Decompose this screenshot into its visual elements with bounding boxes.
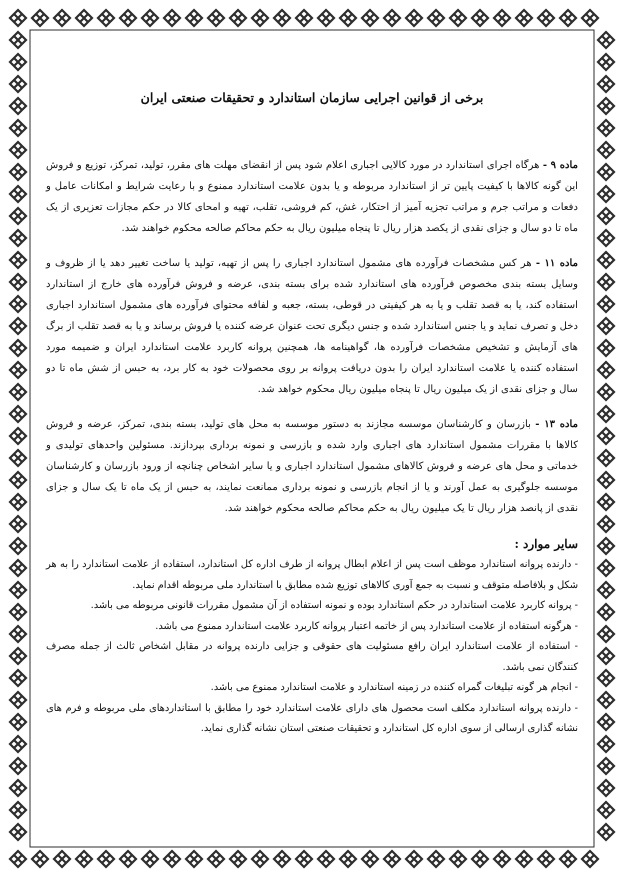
border-knot-right xyxy=(598,824,614,840)
border-knot-top xyxy=(186,10,202,26)
border-knot-bottom xyxy=(120,851,136,867)
border-knot-left xyxy=(10,758,26,774)
article-heading: ماده ۱۳ - xyxy=(535,419,578,430)
list-item: - دارنده پروانه استاندارد موظف است پس از اعلام ابطال پروانه از طرف اداره کل استاندارد، استفاده از علامت استاندارد را به هر شکل و بلافاصله متوقف و نسبت به جمع آوری کالاهای توزیع شده مطابق با استاندارد ملی مربوطه اقدام نماید. xyxy=(46,559,578,591)
border-knot-bottom xyxy=(274,851,290,867)
border-knot-left xyxy=(10,406,26,422)
article-9 xyxy=(46,155,578,239)
border-knot-bottom xyxy=(296,851,312,867)
border-knot-left xyxy=(10,274,26,290)
border-knot-top xyxy=(120,10,136,26)
border-knot-right xyxy=(598,186,614,202)
border-knot-right xyxy=(598,538,614,554)
border-knot-right xyxy=(598,428,614,444)
border-knot-top xyxy=(318,10,334,26)
border-knot-bottom xyxy=(560,851,576,867)
border-knot-left xyxy=(10,472,26,488)
border-knot-left xyxy=(10,736,26,752)
border-knot-left xyxy=(10,626,26,642)
border-knot-left xyxy=(10,318,26,334)
border-knot-right xyxy=(598,758,614,774)
border-knot-right xyxy=(598,142,614,158)
border-knot-right xyxy=(598,230,614,246)
border-knot-left xyxy=(10,186,26,202)
border-knot-bottom xyxy=(450,851,466,867)
border-knot-bottom xyxy=(230,851,246,867)
border-knot-right xyxy=(598,274,614,290)
border-knot-right xyxy=(598,164,614,180)
border-knot-bottom xyxy=(340,851,356,867)
border-knot-left xyxy=(10,362,26,378)
border-knot-left xyxy=(10,582,26,598)
border-knot-top xyxy=(274,10,290,26)
border-knot-top xyxy=(76,10,92,26)
article-text: بازرسان و کارشناسان موسسه مجازند به دستور موسسه به محل های تولید، بسته بندی، تمرکز، عرضه و فروش کالاها با مقررات مشمول استاندارد های اجباری وارد شده و بازرسی و نمونه برداری بپردازند. مسئولین واحدهای تولیدی و خدماتی و محل های عرضه و فروش کالاهای مشمول استاندارد اجباری و یا سایر اشخاص چنانچه از ورود بازرسان و کارشناسان موسسه جلوگیری به عمل آورند و یا از انجام بازرسی و نمونه برداری ممانعت نمایند، به حبس از یک ماه تا یک سال و جزای نقدی از پانصد هزار ریال تا یک میلیون ریال به حکم محاکم صالحه محکوم خواهند شد. xyxy=(46,419,578,514)
border-knot-bottom xyxy=(494,851,510,867)
border-knot-left xyxy=(10,164,26,180)
list-item: - انجام هر گونه تبلیغات گمراه کننده در زمینه استاندارد و علامت استاندارد ممنوع می باشد. xyxy=(210,682,578,693)
border-knot-bottom xyxy=(406,851,422,867)
border-knot-right xyxy=(598,648,614,664)
border-knot-top xyxy=(406,10,422,26)
border-knot-right xyxy=(598,626,614,642)
document-title: برخی از قوانین اجرایی سازمان استاندارد و تحقیقات صنعتی ایران xyxy=(140,90,484,105)
border-knot-left xyxy=(10,230,26,246)
border-knot-top xyxy=(340,10,356,26)
border-knot-left xyxy=(10,296,26,312)
border-knot-left xyxy=(10,714,26,730)
border-knot-top xyxy=(472,10,488,26)
border-knot-left xyxy=(10,824,26,840)
border-knot-top xyxy=(10,10,26,26)
border-knot-left xyxy=(10,428,26,444)
others-section-title: سایر موارد : xyxy=(514,537,578,551)
border-knot-right xyxy=(598,362,614,378)
list-item: - دارنده پروانه استاندارد مکلف است محصول های دارای علامت استاندارد خود را مطابق با استانداردهای ملی مربوطه و فرم های نشانه گذاری ارسالی از سوی اداره کل استاندارد و تحقیقات صنعتی استان نشانه گذاری نماید. xyxy=(46,702,578,734)
border-knot-top xyxy=(98,10,114,26)
article-11 xyxy=(46,253,578,400)
border-knot-left xyxy=(10,120,26,136)
border-knot-top xyxy=(54,10,70,26)
border-knot-top xyxy=(450,10,466,26)
border-knot-bottom xyxy=(252,851,268,867)
border-knot-left xyxy=(10,516,26,532)
border-knot-top xyxy=(538,10,554,26)
border-knot-right xyxy=(598,384,614,400)
border-knot-left xyxy=(10,670,26,686)
border-knot-left xyxy=(10,538,26,554)
border-knot-right xyxy=(598,582,614,598)
border-knot-left xyxy=(10,142,26,158)
border-knot-bottom xyxy=(362,851,378,867)
border-knot-bottom xyxy=(318,851,334,867)
border-knot-left xyxy=(10,384,26,400)
list-item: - پروانه کاربرد علامت استاندارد در حکم استاندارد بوده و نمونه استفاده از آن مشمول مقررات قانونی مربوطه می باشد. xyxy=(90,600,578,611)
border-knot-right xyxy=(598,318,614,334)
border-knot-right xyxy=(598,76,614,92)
border-knot-top xyxy=(582,10,598,26)
border-knot-left xyxy=(10,54,26,70)
border-knot-left xyxy=(10,208,26,224)
border-knot-bottom xyxy=(142,851,158,867)
border-knot-bottom xyxy=(186,851,202,867)
border-knot-left xyxy=(10,98,26,114)
border-knot-top xyxy=(142,10,158,26)
border-knot-top xyxy=(208,10,224,26)
article-text: هر کس مشخصات فرآورده های مشمول استاندارد اجباری را پس از تهیه، تولید یا ساخت تغییر دهد یا از ظروف و وسایل بسته بندی مخصوص فرآورده های استاندارد شده برای بسته بندی، عرضه و فروش فرآورده های خارج از استاندارد استفاده کند، یا به قصد تقلب و یا به هر کیفیتی در قوطی، بسته، جعبه و لفافه محتوای فرآورده های مشمول استاندارد اجباری دخل و تصرف نماید و یا جنس استاندارد شده و جنس دیگری تحت عنوان عرضه کننده یا فروش برساند و یا به قصد تقلب از برگ های آزمایش و تشخیص مشخصات فرآورده ها، گواهینامه ها، همچنین پروانه کاربرد علامت استاندارد ایران و ضمیمه مورد استفاده کننده یا علامت استاندارد ایران را بدون دریافت پروانه بر روی محصولات خود به کار برد، به حبس از شش ماه تا دو سال و جزای نقدی از یک میلیون ریال تا پنجاه میلیون ریال محکوم خواهد شد. xyxy=(46,258,578,395)
border-knot-right xyxy=(598,406,614,422)
border-knot-right xyxy=(598,560,614,576)
border-knot-top xyxy=(296,10,312,26)
border-knot-left xyxy=(10,648,26,664)
border-knot-bottom xyxy=(10,851,26,867)
border-knot-top xyxy=(384,10,400,26)
border-knot-right xyxy=(598,692,614,708)
border-knot-left xyxy=(10,76,26,92)
border-knot-top xyxy=(230,10,246,26)
border-knot-right xyxy=(598,296,614,312)
border-knot-right xyxy=(598,604,614,620)
border-knot-bottom xyxy=(516,851,532,867)
border-knot-left xyxy=(10,692,26,708)
border-knot-top xyxy=(362,10,378,26)
border-knot-right xyxy=(598,98,614,114)
border-knot-bottom xyxy=(384,851,400,867)
article-13 xyxy=(46,414,578,519)
border-knot-bottom xyxy=(164,851,180,867)
border-knot-top xyxy=(252,10,268,26)
border-knot-right xyxy=(598,670,614,686)
border-knot-bottom xyxy=(472,851,488,867)
border-knot-bottom xyxy=(208,851,224,867)
border-knot-left xyxy=(10,780,26,796)
border-knot-top xyxy=(164,10,180,26)
border-knot-right xyxy=(598,736,614,752)
border-knot-top xyxy=(560,10,576,26)
border-knot-bottom xyxy=(582,851,598,867)
article-heading: ماده ۹ - xyxy=(542,160,578,171)
border-knot-right xyxy=(598,252,614,268)
article-heading: ماده ۱۱ - xyxy=(535,258,578,269)
border-knot-left xyxy=(10,560,26,576)
border-knot-right xyxy=(598,32,614,48)
border-knot-bottom xyxy=(76,851,92,867)
border-knot-right xyxy=(598,450,614,466)
document-body xyxy=(40,40,584,837)
border-knot-left xyxy=(10,252,26,268)
border-knot-left xyxy=(10,32,26,48)
article-text: هرگاه اجرای استاندارد در مورد کالایی اجباری اعلام شود پس از انقضای مهلت های مقرر، تولید، تمرکز، توزیع و فروش این گونه کالاها با کیفیت پایین تر از استاندارد مربوطه و یا بدون علامت استاندارد ممنوع و با رعایت شرایط و امکانات عامل و دفعات و مراتب جرم و مراتب تجزیه آمیز از احتکار، غش، کم فروشی، تقلب، تهیه و امحای کالا در حکم مجازات تعزیری از یک ماه تا دو سال و جزای نقدی از یکصد هزار ریال تا پنجاه میلیون ریال به حکم محاکم صالحه محکوم خواهند شد. xyxy=(46,160,578,234)
border-knot-right xyxy=(598,472,614,488)
border-knot-top xyxy=(494,10,510,26)
list-item: - استفاده از علامت استاندارد ایران رافع مسئولیت های حقوقی و جزایی دارنده پروانه در مقابل اشخاص ثالث از جمله مصرف کنندگان نمی باشد. xyxy=(46,641,578,673)
border-knot-left xyxy=(10,450,26,466)
border-knot-right xyxy=(598,516,614,532)
border-knot-bottom xyxy=(98,851,114,867)
border-knot-left xyxy=(10,494,26,510)
border-knot-right xyxy=(598,802,614,818)
border-knot-right xyxy=(598,340,614,356)
border-knot-bottom xyxy=(54,851,70,867)
border-knot-left xyxy=(10,802,26,818)
list-item: - هرگونه استفاده از علامت استاندارد پس از خاتمه اعتبار پروانه کاربرد علامت استاندارد ممنوع می باشد. xyxy=(155,620,578,632)
border-knot-right xyxy=(598,780,614,796)
border-knot-bottom xyxy=(428,851,444,867)
border-knot-right xyxy=(598,714,614,730)
border-knot-right xyxy=(598,54,614,70)
border-knot-top xyxy=(516,10,532,26)
border-knot-left xyxy=(10,604,26,620)
border-knot-top xyxy=(428,10,444,26)
border-knot-right xyxy=(598,120,614,136)
border-knot-left xyxy=(10,340,26,356)
border-knot-top xyxy=(32,10,48,26)
border-knot-bottom xyxy=(32,851,48,867)
border-knot-right xyxy=(598,494,614,510)
border-knot-right xyxy=(598,208,614,224)
border-knot-bottom xyxy=(538,851,554,867)
